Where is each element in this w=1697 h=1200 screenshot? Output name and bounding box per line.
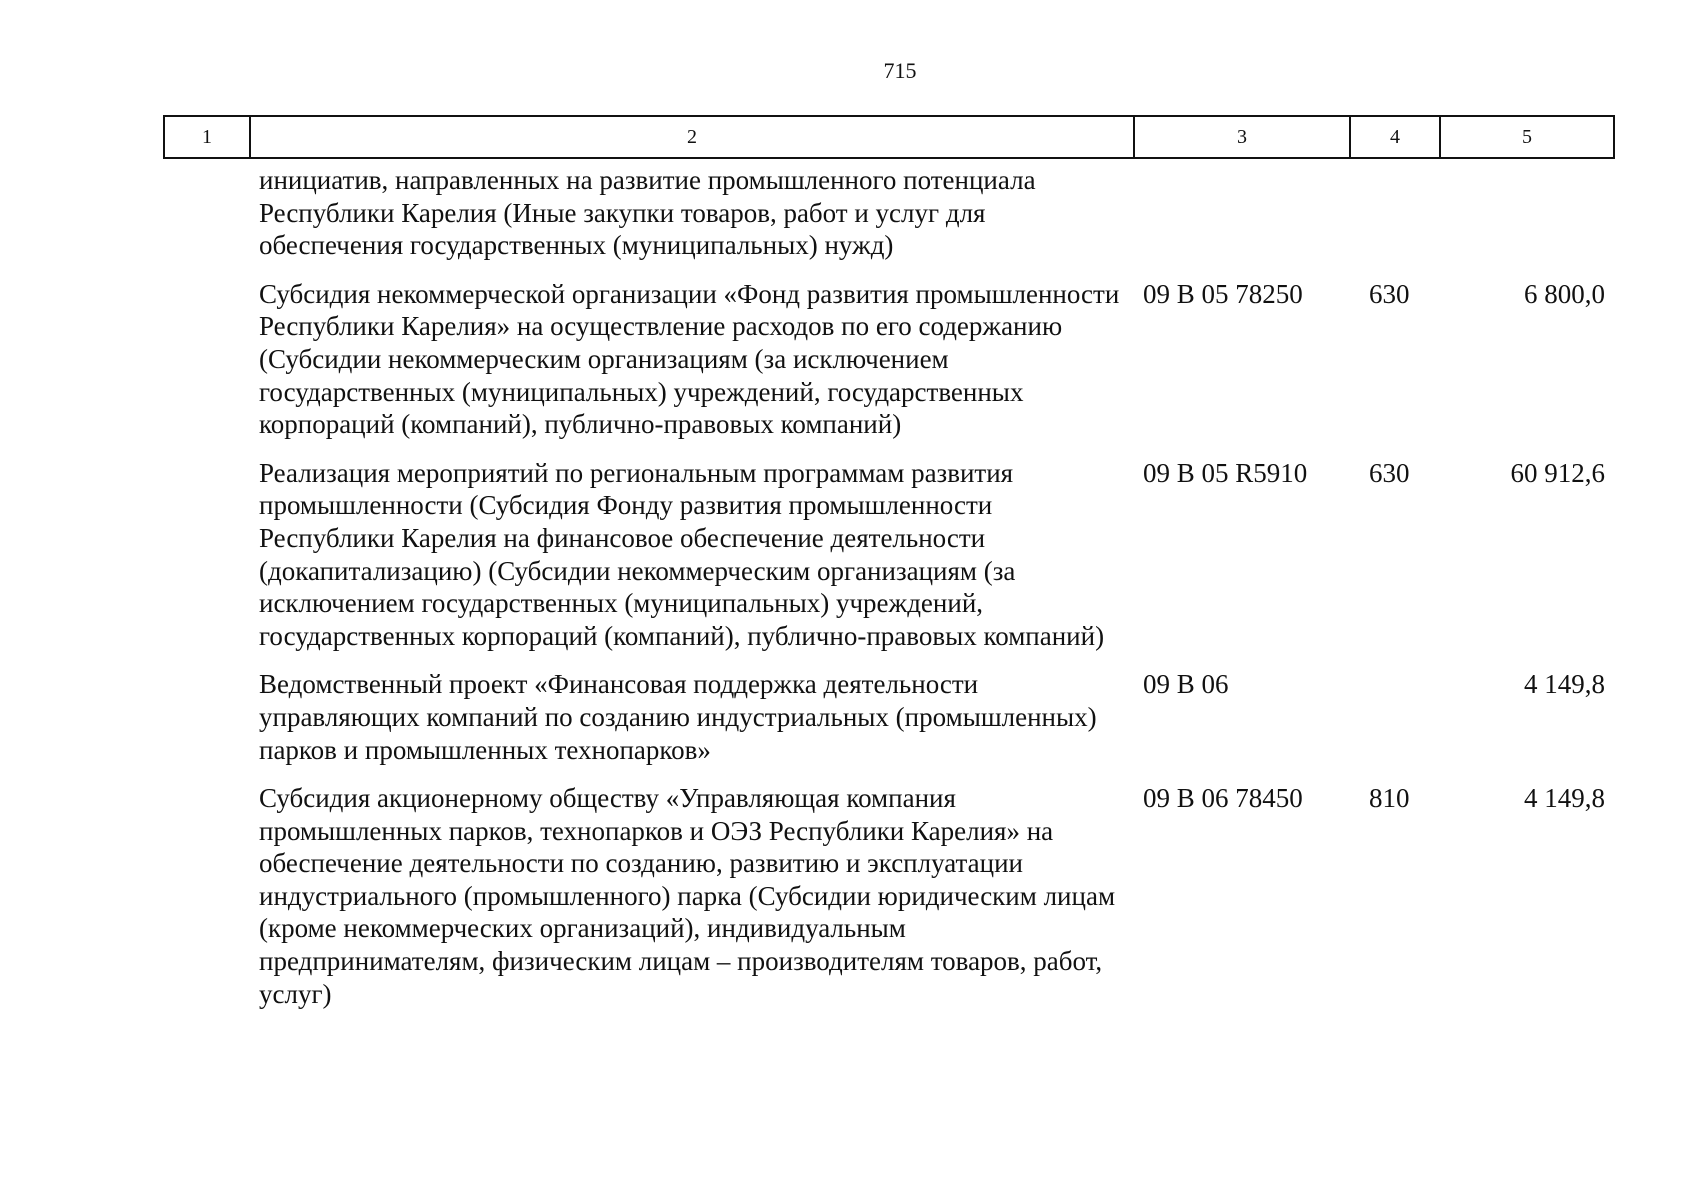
- table-row: [163, 782, 1613, 1026]
- row-description: Ведомственный проект «Финансовая поддержка деятельности управляющих компаний по созданию индустриальных (промышленных) парков и промышленных технопарков»: [259, 669, 1097, 765]
- row-amount: 60 912,6: [1510, 457, 1605, 488]
- table-row: [163, 668, 1613, 782]
- row-code: 09 В 05 78250: [1143, 278, 1303, 309]
- row-amount: 6 800,0: [1524, 278, 1605, 309]
- row-amount: [1439, 164, 1613, 278]
- row-description: Субсидия некоммерческой организации «Фонд развития промышленности Республики Карелия» на осуществление расходов по его содержанию (Субсидии некоммерческим организациям (за исключением государственных (муниципальных) учреждений, государственных корпораций (компаний), публично-правовых компаний): [259, 278, 1120, 440]
- table-row: [163, 457, 1613, 669]
- column-header-4: 4: [1350, 116, 1440, 158]
- row-code: 09 В 06: [1143, 669, 1229, 700]
- row-code: [1133, 164, 1349, 278]
- row-expense-type: 810: [1369, 783, 1410, 814]
- row-code: 09 В 05 R5910: [1143, 457, 1308, 488]
- column-header-5: 5: [1440, 116, 1614, 158]
- row-description: инициатив, направленных на развитие промышленного потенциала Республики Карелия (Иные закупки товаров, работ и услуг для обеспечения государственных (муниципальных) нужд): [259, 165, 1036, 261]
- column-header-2: 2: [250, 116, 1134, 158]
- budget-table: [163, 164, 1613, 1026]
- column-header-row: [164, 116, 1614, 158]
- row-code: 09 В 06 78450: [1143, 783, 1303, 814]
- table-row: [163, 278, 1613, 457]
- column-header-3: 3: [1134, 116, 1350, 158]
- row-description: Субсидия акционерному обществу «Управляющая компания промышленных парков, технопарков и ОЭЗ Республики Карелия» на обеспечение деятельности по созданию, развитию и эксплуатации индустриального (промышленного) парка (Субсидии юридическим лицам (кроме некоммерческих организаций), индивидуальным предпринимателям, физическим лицам – производителям товаров, работ, услуг): [259, 783, 1116, 1009]
- row-amount: 4 149,8: [1524, 669, 1605, 700]
- row-expense-type: 630: [1369, 457, 1410, 488]
- table-row: [163, 164, 1613, 278]
- row-expense-type: 630: [1369, 278, 1410, 309]
- row-expense-type: [1349, 668, 1439, 782]
- row-expense-type: [1349, 164, 1439, 278]
- row-amount: 4 149,8: [1524, 783, 1605, 814]
- column-header-table: [163, 115, 1615, 159]
- row-description: Реализация мероприятий по региональным программам развития промышленности (Субсидия Фонду развития промышленности Республики Карелия на финансовое обеспечение деятельности (докапитализацию) (Субсидии некоммерческим организациям (за исключением государственных (муниципальных) учреждений, государственных корпораций (компаний), публично-правовых компаний): [259, 457, 1105, 651]
- page-number: 715: [883, 58, 917, 83]
- column-header-1: 1: [164, 116, 250, 158]
